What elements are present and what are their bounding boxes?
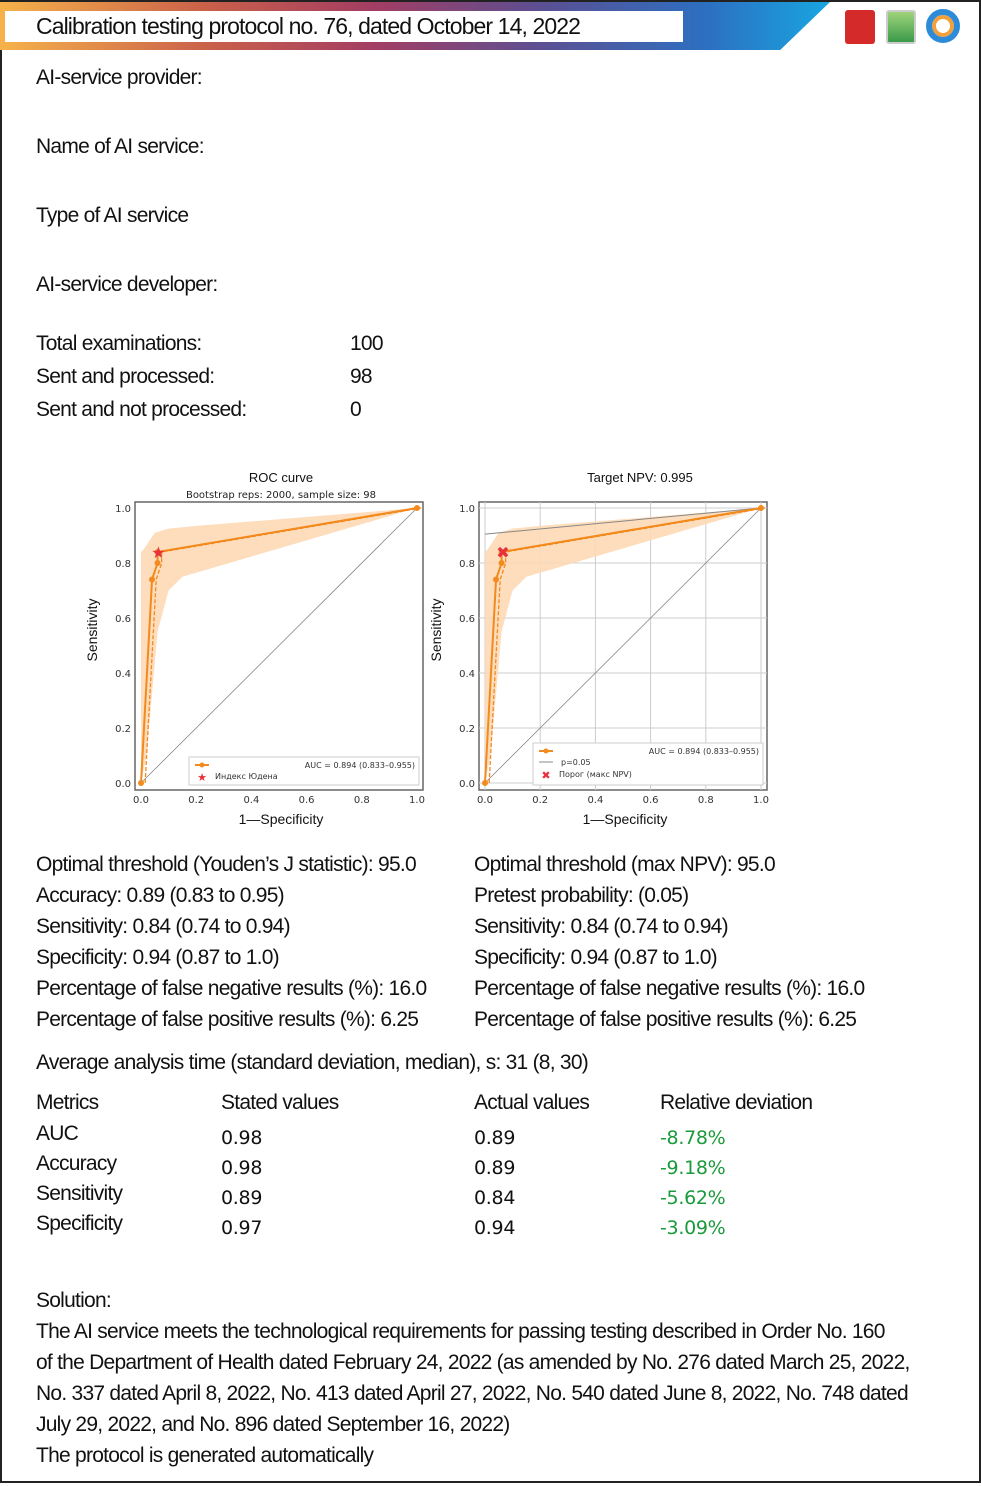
chart-title: ROC curve: [248, 470, 314, 485]
metrics-cell: -3.09%: [660, 1217, 726, 1239]
y-axis-label: Sensitivity: [84, 598, 100, 662]
legend-marker-icon: ★: [197, 771, 207, 784]
youden-star-marker: ★: [151, 543, 166, 562]
solution-line: of the Department of Health dated February 24, 2022 (as amended by No. 276 dated March 25, 2022,: [36, 1351, 910, 1374]
legend-marker-icon: ✖: [541, 769, 551, 782]
roc-point: [414, 505, 420, 511]
legend-marker-label: Порог (макс NPV): [559, 770, 632, 779]
processed-label: Sent and processed:: [36, 365, 215, 388]
moscow-coat-of-arms-icon: [845, 10, 875, 44]
legend-p-label: p=0.05: [561, 758, 591, 767]
metrics-header: Metrics: [36, 1091, 99, 1114]
x-tick-label: 0.4: [587, 795, 604, 806]
metrics-cell: 0.89: [221, 1187, 263, 1209]
developer-label: AI-service developer:: [36, 273, 218, 296]
y-tick-label: 0.0: [115, 779, 131, 790]
roc-point: [758, 505, 764, 511]
left-stat: Accuracy: 0.89 (0.83 to 0.95): [36, 884, 284, 907]
x-tick-label: 0.0: [477, 795, 493, 806]
metrics-header: Stated values: [221, 1091, 339, 1114]
solution-line: No. 337 dated April 8, 2022, No. 413 dated April 27, 2022, No. 540 dated June 8, 2022, No. 748 dated: [36, 1382, 908, 1405]
not-processed-label: Sent and not processed:: [36, 398, 247, 421]
metrics-cell: 0.98: [221, 1127, 263, 1149]
metrics-cell: -9.18%: [660, 1157, 726, 1179]
roc-point: [482, 780, 488, 786]
right-stat: Specificity: 0.94 (0.87 to 1.0): [474, 946, 717, 969]
x-tick-label: 0.6: [298, 795, 315, 806]
legend-roc-swatch-dot: [200, 763, 205, 768]
y-axis-label: Sensitivity: [428, 598, 444, 662]
roc-point: [149, 577, 155, 583]
metrics-cell: 0.89: [474, 1127, 516, 1149]
health-department-icon: [886, 10, 916, 44]
y-tick-label: 0.6: [115, 614, 131, 625]
y-tick-label: 0.6: [459, 614, 475, 625]
x-tick-label: 0.4: [243, 795, 260, 806]
metrics-cell: Accuracy: [36, 1152, 117, 1175]
right-stat: Percentage of false positive results (%): 6.25: [474, 1008, 857, 1031]
right-stat: Percentage of false negative results (%): 16.0: [474, 977, 865, 1000]
left-stat: Specificity: 0.94 (0.87 to 1.0): [36, 946, 279, 969]
total-value: 100: [350, 332, 383, 355]
y-tick-label: 1.0: [115, 504, 131, 515]
ring-logo-icon: [926, 9, 960, 43]
y-tick-label: 0.4: [459, 669, 475, 680]
metrics-header: Actual values: [474, 1091, 590, 1114]
y-tick-label: 0.2: [115, 724, 131, 735]
solution-line: July 29, 2022, and No. 896 dated September 16, 2022): [36, 1413, 510, 1436]
metrics-cell: Sensitivity: [36, 1182, 123, 1205]
provider-label: AI-service provider:: [36, 66, 202, 89]
right-stat: Optimal threshold (max NPV): 95.0: [474, 853, 775, 876]
legend-roc-swatch-dot: [544, 749, 549, 754]
right-stat: Pretest probability: (0.05): [474, 884, 689, 907]
x-tick-label: 0.2: [532, 795, 549, 806]
x-tick-label: 0.6: [642, 795, 659, 806]
left-stat: Sensitivity: 0.84 (0.74 to 0.94): [36, 915, 290, 938]
legend-auc: AUC = 0.894 (0.833–0.955): [304, 761, 415, 770]
y-tick-label: 0.8: [459, 559, 475, 570]
total-label: Total examinations:: [36, 332, 202, 355]
chart-subtitle: Bootstrap reps: 2000, sample size: 98: [185, 490, 377, 501]
x-tick-label: 0.0: [133, 795, 149, 806]
solution-label: Solution:: [36, 1289, 111, 1312]
x-tick-label: 0.2: [188, 795, 205, 806]
protocol-footer: The protocol is generated automatically: [36, 1444, 374, 1467]
solution-line: The AI service meets the technological requirements for passing testing described in Order No. 160: [36, 1320, 885, 1343]
left-stat: Percentage of false negative results (%): 16.0: [36, 977, 427, 1000]
y-tick-label: 0.0: [459, 779, 475, 790]
processed-value: 98: [350, 365, 372, 388]
y-tick-label: 0.8: [115, 559, 131, 570]
npv-cross-marker: ✖: [496, 543, 510, 562]
not-processed-value: 0: [350, 398, 361, 421]
metrics-header: Relative deviation: [660, 1091, 813, 1114]
metrics-cell: 0.97: [221, 1217, 263, 1239]
x-tick-label: 0.8: [697, 795, 714, 806]
charts: [0, 460, 981, 830]
page-title: Calibration testing protocol no. 76, dated October 14, 2022: [36, 13, 581, 39]
x-axis-label: 1—Specificity: [582, 811, 668, 827]
metrics-cell: 0.98: [221, 1157, 263, 1179]
left-stat: Percentage of false positive results (%): 6.25: [36, 1008, 419, 1031]
right-stat: Sensitivity: 0.84 (0.74 to 0.94): [474, 915, 728, 938]
y-tick-label: 1.0: [459, 504, 475, 515]
y-tick-label: 0.4: [115, 669, 131, 680]
metrics-cell: -8.78%: [660, 1127, 726, 1149]
metrics-cell: 0.94: [474, 1217, 516, 1239]
left-stat: Optimal threshold (Youden’s J statistic): 95.0: [36, 853, 416, 876]
x-tick-label: 1.0: [409, 795, 425, 806]
legend-marker-label: Индекс Юдена: [215, 772, 278, 781]
x-axis-label: 1—Specificity: [238, 811, 324, 827]
legend-auc: AUC = 0.894 (0.833–0.955): [648, 747, 759, 756]
metrics-cell: -5.62%: [660, 1187, 726, 1209]
x-tick-label: 0.8: [353, 795, 370, 806]
metrics-cell: 0.89: [474, 1157, 516, 1179]
roc-point: [138, 780, 144, 786]
service-name-label: Name of AI service:: [36, 135, 204, 158]
avg-analysis-time: Average analysis time (standard deviation, median), s: 31 (8, 30): [36, 1051, 589, 1074]
metrics-cell: Specificity: [36, 1212, 123, 1235]
service-type-label: Type of AI service: [36, 204, 189, 227]
chart-title: Target NPV: 0.995: [587, 470, 693, 485]
y-tick-label: 0.2: [459, 724, 475, 735]
metrics-cell: AUC: [36, 1122, 79, 1145]
metrics-cell: 0.84: [474, 1187, 516, 1209]
x-tick-label: 1.0: [753, 795, 769, 806]
roc-point: [493, 577, 499, 583]
